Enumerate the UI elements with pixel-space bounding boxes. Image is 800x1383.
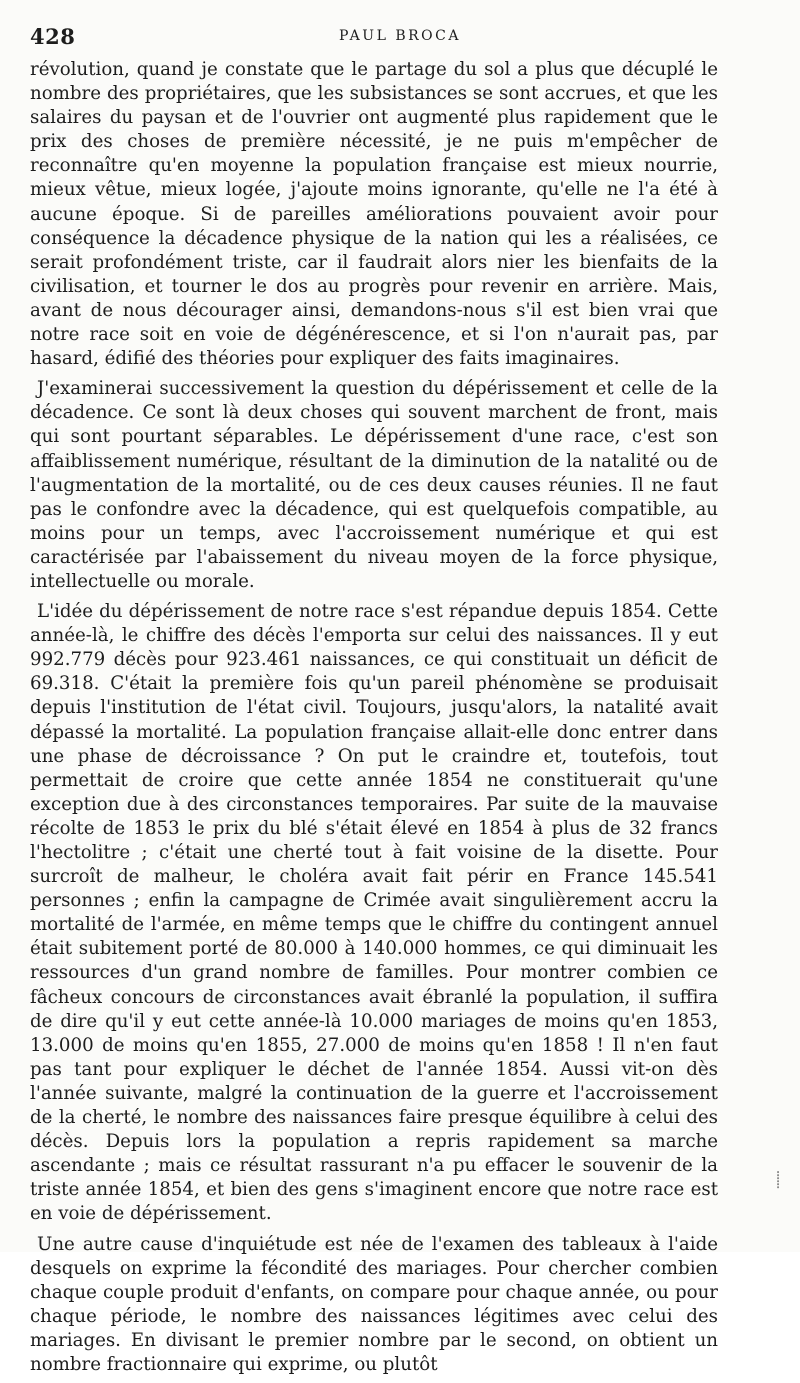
body-text (30, 58, 718, 1383)
page-header (30, 24, 770, 48)
page-edge-mark: ⸽ (776, 1170, 781, 1189)
page-number: 428 (30, 24, 76, 49)
running-head: PAUL BROCA (339, 28, 461, 44)
paragraph: L'idée du dépérissement de notre race s'est répandue depuis 1854. Cette année-là, le chiffre des décès l'emporta sur celui des naissances. Il y eut 992.779 décès pour 923.461 naissances, ce qui constituait un déficit de 69.318. C'était la première fois qu'un pareil phénomène se produisait depuis l'institution de l'état civil. Toujours, jusqu'alors, la natalité avait dépassé la mortalité. La population française allait-elle donc entrer dans une phase de décroissance ? On put le craindre et, toutefois, tout permettait de croire que cette année 1854 ne constituerait qu'une exception due à des circonstances temporaires. Par suite de la mauvaise récolte de 1853 le prix du blé s'était élevé en 1854 à plus de 32 francs l'hectolitre ; c'était une cherté tout à fait voisine de la disette. Pour surcroît de malheur, le choléra avait fait périr en France 145.541 personnes ; enfin la campagne de Crimée avait singulièrement accru la mortalité de l'armée, en même temps que le chiffre du contingent annuel était subitement porté de 80.000 à 140.000 hommes, ce qui diminuait les ressources d'un grand nombre de familles. Pour montrer combien ce fâcheux concours de circonstances avait ébranlé la population, il suffira de dire qu'il y eut cette année-là 10.000 mariages de moins qu'en 1853, 13.000 de moins qu'en 1855, 27.000 de moins qu'en 1858 ! Il n'en faut pas tant pour expliquer le déchet de l'année 1854. Aussi vit-on dès l'année suivante, malgré la continuation de la guerre et l'accroissement de la cherté, le nombre des naissances faire presque équilibre à celui des décès. Depuis lors la population a repris rapidement sa marche ascendante ; mais ce résultat rassurant n'a pu effacer le souvenir de la triste année 1854, et bien des gens s'imaginent encore que notre race est en voie de dépérissement. (30, 601, 718, 1225)
paragraph: Une autre cause d'inquiétude est née de l'examen des tableaux à l'aide desquels on exprime la fécondité des mariages. Pour chercher combien chaque couple produit d'enfants, on compare pour chaque année, ou pour chaque période, le nombre des naissances légitimes avec celui des mariages. En divisant le premier nombre par le second, on obtient un nombre fractionnaire qui exprime, ou plutôt (30, 1233, 718, 1375)
paragraph: révolution, quand je constate que le partage du sol a plus que décuplé le nombre des propriétaires, que les subsistances se sont accrues, et que les salaires du paysan et de l'ouvrier ont augmenté plus rapidement que le prix des choses de première nécessité, je ne puis m'empêcher de reconnaître qu'en moyenne la population française est mieux nourrie, mieux vêtue, mieux logée, j'ajoute moins ignorante, qu'elle ne l'a été à aucune époque. Si de pareilles améliorations pouvaient avoir pour conséquence la décadence physique de la nation qui les a réalisées, ce serait profondément triste, car il faudrait alors nier les bienfaits de la civilisation, et tourner le dos au progrès pour revenir en arrière. Mais, avant de nous décourager ainsi, demandons-nous s'il est bien vrai que notre race soit en voie de dégénérescence, et si l'on n'aurait pas, par hasard, édifié des théories pour expliquer des faits imaginaires. (30, 59, 718, 370)
paragraph: J'examinerai successivement la question du dépérissement et celle de la décadence. Ce sont là deux choses qui souvent marchent de front, mais qui sont pourtant séparables. Le dépérissement d'une race, c'est son affaiblissement numérique, résultant de la diminution de la natalité ou de l'augmentation de la mortalité, ou de ces deux causes réunies. Il ne faut pas le confondre avec la décadence, qui est quelquefois compatible, au moins pour un temps, avec l'accroissement numérique et qui est caractérisée par l'abaissement du niveau moyen de la force physique, intellectuelle ou morale. (30, 378, 718, 592)
